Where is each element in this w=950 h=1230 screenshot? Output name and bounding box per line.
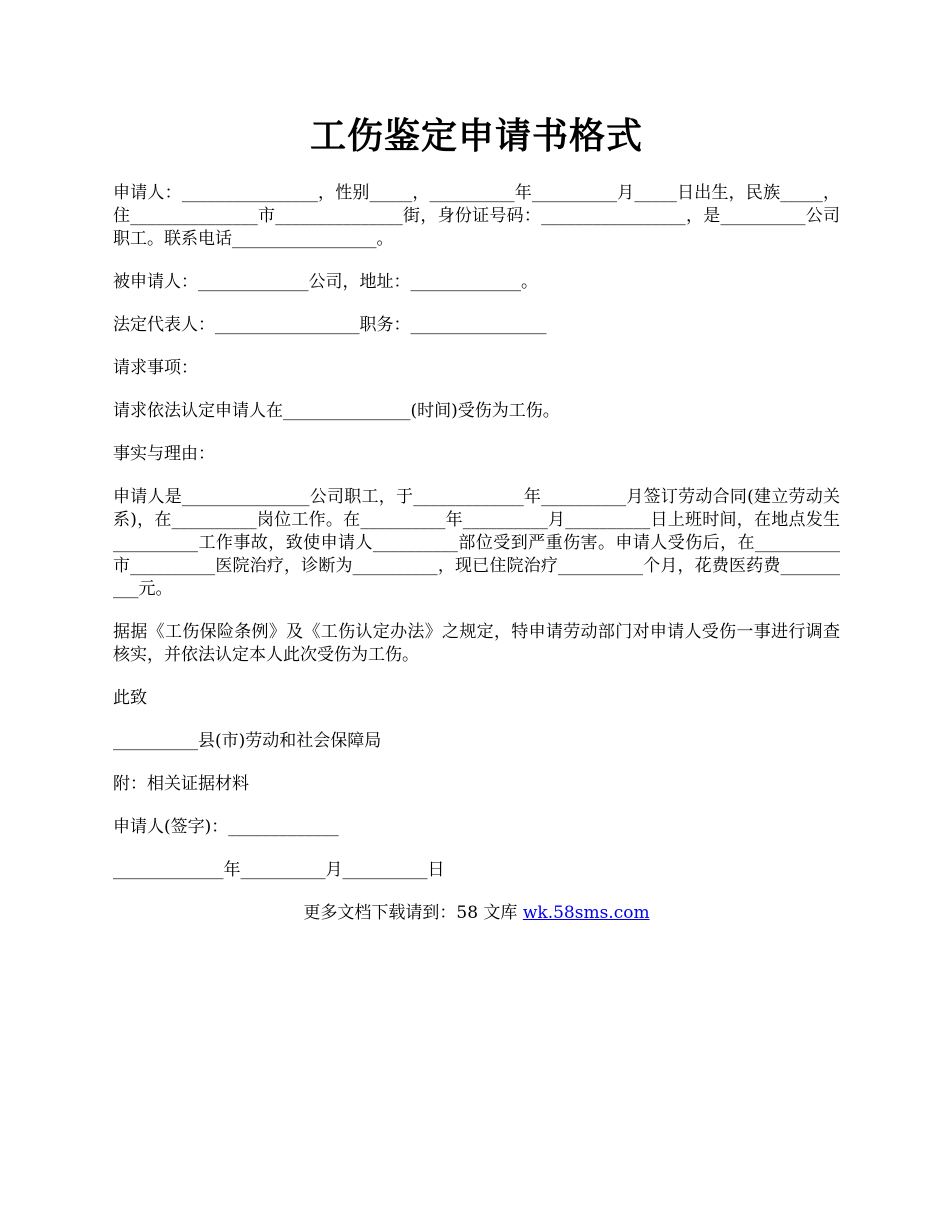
footer-website-link[interactable]: wk.58sms.com — [522, 903, 650, 923]
footer-prefix: 更多文档下载请到：58 文库 — [303, 903, 523, 923]
request-content-paragraph: 请求依法认定申请人在_______________(时间)受伤为工伤。 — [113, 401, 560, 421]
attachments-note: 附：相关证据材料 — [113, 774, 249, 794]
legal-basis-paragraph: 据据《工伤保险条例》及《工伤认定办法》之规定，特申请劳动部门对申请人受伤一事进行调查核实，并依法认定本人此次受伤为工伤。 — [113, 622, 840, 665]
date-line: _____________年__________月__________日 — [113, 860, 445, 880]
legal-representative-paragraph: 法定代表人：_________________职务：________________ — [113, 315, 547, 335]
respondent-info-paragraph: 被申请人：_____________公司，地址：_____________。 — [113, 272, 538, 292]
document-body — [113, 182, 840, 882]
document-page — [113, 110, 840, 925]
signature-line: 申请人(签字)：_____________ — [113, 817, 339, 837]
document-title: 工伤鉴定申请书格式 — [309, 115, 643, 157]
request-heading: 请求事项： — [113, 358, 198, 378]
applicant-info-paragraph: 申请人：________________，性别_____，__________年__________月_____日出生，民族_____，住_______________市_______________街，身份证号码：_________________，是__________公司职工。联系电话_________________。 — [113, 183, 840, 249]
recipient-bureau: __________县(市)劳动和社会保障局 — [113, 731, 382, 751]
facts-content-paragraph: 申请人是_______________公司职工，于_____________年__________月签订劳动合同(建立劳动关系)，在__________岗位工作。在__________年__________月__________日上班时间，在地点发生__________工作事故，致使申请人__________部位受到严重伤害。申请人受伤后，在__________市__________医院治疗，诊断为__________，现已住院治疗__________个月，花费医药费__________元。 — [113, 487, 840, 599]
footer-download-note — [113, 902, 840, 925]
salutation: 此致 — [113, 688, 147, 708]
facts-heading: 事实与理由： — [113, 444, 215, 464]
